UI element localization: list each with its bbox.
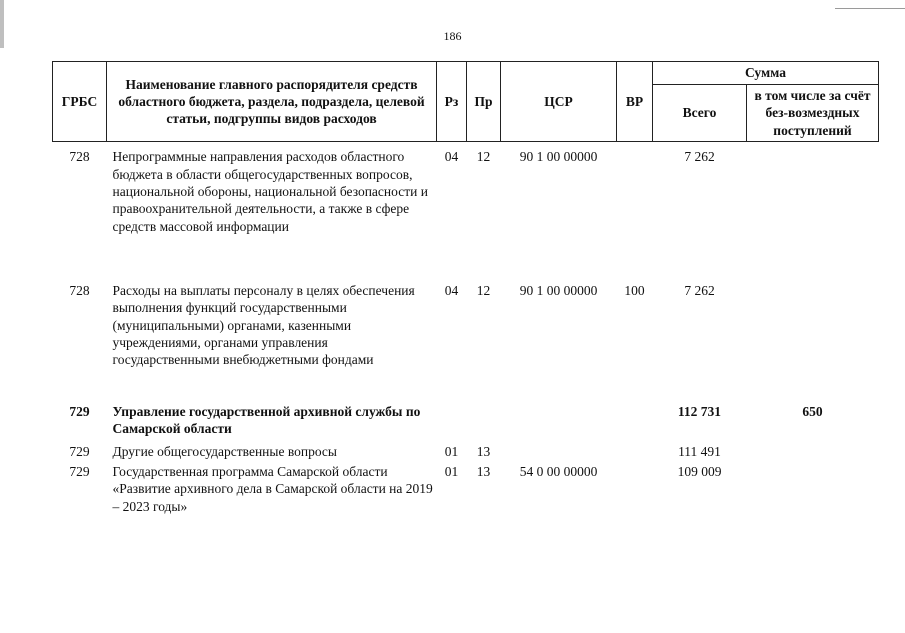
cell-pr: 12	[476, 282, 491, 298]
cell-grbs: 729	[69, 443, 90, 459]
cell-vr	[617, 463, 653, 515]
cell-name: Расходы на выплаты персоналу в целях обеспечения выполнения функций государственными (муниципальными) органами, казенными учреждениями, органами управления государственными внебюджетными фондами	[112, 282, 415, 368]
cell-incl	[747, 443, 879, 463]
cell-pr: 12	[476, 149, 491, 165]
header-incl: в том числе за счёт без-возмездных поступлений	[747, 85, 879, 142]
cell-vr	[617, 403, 653, 443]
page-number: 186	[443, 29, 462, 43]
cell-rz: 04	[444, 149, 459, 165]
table-row	[53, 282, 879, 403]
cell-total: 111 491	[678, 443, 721, 459]
header-sum: Сумма	[653, 62, 879, 85]
cell-name: Непрограммные направления расходов областного бюджета в области общегосударственных вопросов, национальной обороны, национальной безопасности и правоохранительной деятельности, а также в сфере средств массовой информации	[112, 149, 428, 234]
table-row	[53, 443, 879, 463]
cell-csr: 90 1 00 00000	[519, 282, 598, 298]
header-pr: Пр	[467, 62, 501, 142]
cell-csr	[501, 403, 617, 443]
scan-corner-line	[835, 8, 905, 9]
header-grbs: ГРБС	[53, 62, 107, 142]
header-rz: Рз	[437, 62, 467, 142]
table-body	[53, 142, 879, 515]
cell-incl	[747, 282, 879, 403]
cell-name: Государственная программа Самарской области «Развитие архивного дела в Самарской области на 2019 – 2023 годы»	[112, 463, 433, 514]
cell-pr: 13	[476, 463, 491, 479]
cell-incl: 650	[802, 403, 823, 419]
header-total: Всего	[653, 85, 747, 142]
cell-total: 7 262	[684, 282, 715, 298]
budget-table	[52, 61, 879, 515]
cell-total: 112 731	[677, 403, 722, 419]
cell-vr: 100	[624, 282, 645, 298]
cell-name: Другие общегосударственные вопросы	[112, 443, 337, 459]
header-vr: ВР	[617, 62, 653, 142]
cell-rz: 01	[444, 463, 459, 479]
cell-vr	[617, 443, 653, 463]
cell-rz: 01	[444, 443, 459, 459]
cell-pr: 13	[476, 443, 491, 459]
cell-total: 109 009	[677, 463, 722, 479]
cell-rz	[437, 403, 467, 443]
cell-grbs: 729	[69, 463, 90, 479]
cell-grbs: 728	[69, 282, 90, 298]
cell-csr: 90 1 00 00000	[519, 149, 598, 165]
cell-grbs: 729	[69, 403, 90, 419]
cell-rz: 04	[444, 282, 459, 298]
table-row	[53, 142, 879, 282]
table-row	[53, 403, 879, 443]
cell-vr	[617, 142, 653, 282]
table-header	[53, 62, 879, 142]
cell-csr	[501, 443, 617, 463]
cell-pr	[467, 403, 501, 443]
cell-incl	[747, 142, 879, 282]
cell-name: Управление государственной архивной службы по Самарской области	[112, 403, 421, 437]
table-row	[53, 463, 879, 515]
header-csr: ЦСР	[501, 62, 617, 142]
cell-grbs: 728	[69, 149, 90, 165]
cell-incl	[747, 463, 879, 515]
cell-csr: 54 0 00 00000	[519, 463, 598, 479]
cell-total: 7 262	[684, 149, 715, 165]
header-name: Наименование главного распорядителя средств областного бюджета, раздела, подраздела, целевой статьи, подгруппы видов расходов	[107, 62, 437, 142]
